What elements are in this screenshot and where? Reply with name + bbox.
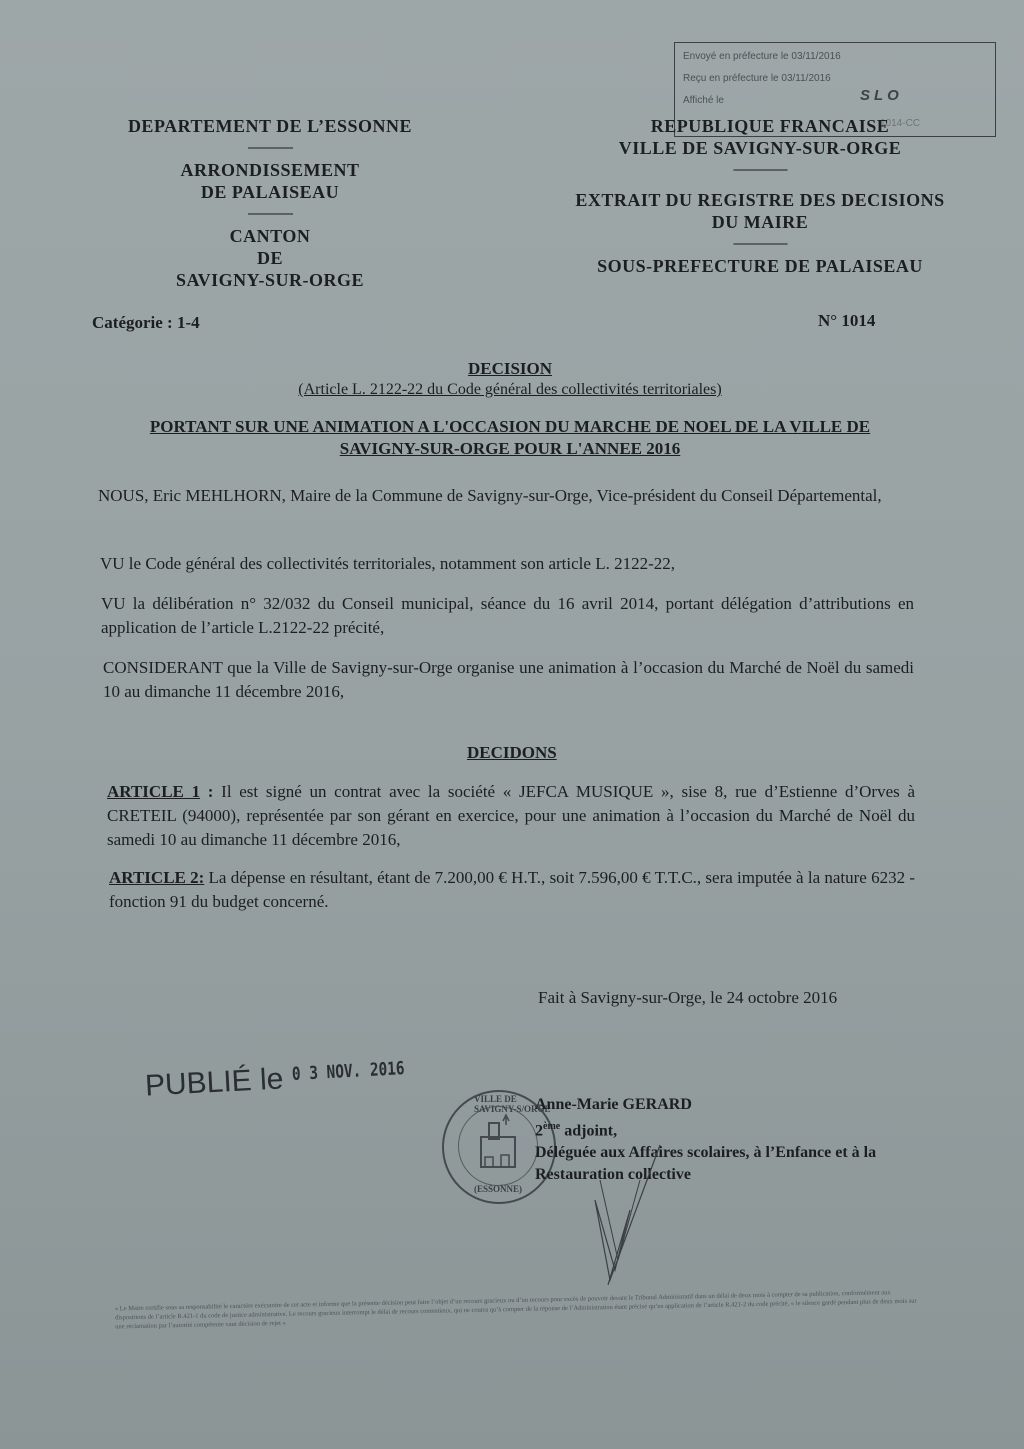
decision-number: N° 1014 [818,311,876,330]
seal-top-text: VILLE DE SAVIGNY-S/ORGE [474,1094,551,1114]
title-block [100,358,920,460]
legal-reference: (Article L. 2122-22 du Code général des collectivités territoriales) [298,381,722,398]
header-left [100,115,440,291]
castle-icon [459,1107,537,1185]
republic-title: REPUBLIQUE FRANCAISE [650,116,890,136]
slo-logo: SLO [860,87,903,104]
department-name: DEPARTEMENT DE L’ESSONNE [127,116,413,136]
article-1: ARTICLE 1 : Il est signé un contrat avec la société « JEFCA MUSIQUE », sise 8, rue d’Estienne d’Orves à CRETEIL (94000), représentée par son gérant en exercice, pour une animation à l’occasion du Marché de Noël du samedi 10 au dimanche 11 décembre 2016, [107,782,915,849]
preamble-nous: NOUS, Eric MEHLHORN, Maire de la Commune de Savigny-sur-Orge, Vice-président du Conseil Départemental, [98,486,882,505]
delegation-line2: Restauration collective [535,1166,691,1184]
place-and-date: Fait à Savigny-sur-Orge, le 24 octobre 2016 [538,988,838,1007]
article-1-label: ARTICLE 1 [107,782,201,801]
article-1-text: Il est signé un contrat avec la société « JEFCA MUSIQUE », sise 8, rue d’Estienne d’Orves à CRETEIL (94000), représentée par son gérant en exercice, pour une animation à l’occasion du Marché de Noël du samedi 10 au dimanche 11 décembre 2016, [107,782,915,849]
decision-heading: DECISION [467,359,553,378]
subprefecture-title: SOUS-PREFECTURE DE PALAISEAU [597,256,923,276]
article-2-text: La dépense en résultant, étant de 7.200,00 € H.T., soit 7.596,00 € T.T.C., sera imputée à la nature 6232 - fonction 91 du budget concerné. [109,868,916,911]
handwritten-signature-icon [570,1140,690,1290]
delegation-line1: Déléguée aux Affaires scolaires, à l’Enfance et à la [535,1144,877,1162]
subject-line2: SAVIGNY-SUR-ORGE POUR L'ANNEE 2016 [339,439,681,458]
stamp-received-date: Reçu en préfecture le 03/11/2016 [683,73,831,84]
separator: ------------------ [733,162,787,176]
preamble-vu-code: VU le Code général des collectivités territoriales, notamment son article L. 2122-22, [100,554,675,573]
city-title: VILLE DE SAVIGNY-SUR-ORGE [618,138,902,158]
separator: --------------- [247,206,293,220]
stamp-sent-date: Envoyé en préfecture le 03/11/2016 [683,51,841,62]
published-stamp-date: 0 3 NOV. 2016 [291,1058,406,1085]
seal-bottom-text: (ESSONNE) [474,1184,523,1194]
canton-line1: CANTON [229,226,311,246]
decidons-heading: DECIDONS [467,743,557,762]
register-line1: EXTRAIT DU REGISTRE DES DECISIONS [575,190,945,210]
separator: ------------------ [733,236,787,250]
canton-line2: DE [256,248,283,268]
signatory-name: Anne-Marie GERARD [535,1096,692,1113]
arrondissement-line2: DE PALAISEAU [200,182,340,202]
preamble-vu-deliberation: VU la délibération n° 32/032 du Conseil municipal, séance du 16 avril 2014, portant délégation d’attributions en application de l’article L.2122-22 précité, [101,594,914,637]
header-right [570,115,950,277]
canton-line3: SAVIGNY-SUR-ORGE [175,270,365,290]
stamp-act-id: 1014-CC [880,118,921,129]
category-label: Catégorie : 1-4 [92,313,200,332]
arrondissement-line1: ARRONDISSEMENT [180,160,360,180]
preamble-considerant: CONSIDERANT que la Ville de Savigny-sur-Orge organise une animation à l’occasion du Marché de Noël du samedi 10 au dimanche 11 décembre 2016, [103,658,914,701]
separator: --------------- [247,140,293,154]
article-2 [109,866,915,914]
stamp-posted: Affiché le [683,95,724,106]
subject-line1: PORTANT SUR UNE ANIMATION A L'OCCASION DU MARCHE DE NOEL DE LA VILLE DE [149,417,871,436]
register-line2: DU MAIRE [711,212,809,232]
article-2-label: ARTICLE 2: [109,868,205,887]
signatory-role: 2ème adjoint, [535,1121,618,1140]
legal-footnote: « Le Maire certifie sous sa responsabilité le caractère exécutoire de cet acte et informe que la présente décision peut faire l’objet d’un recours gracieux ou d’un recours pour excès de pouvoir devant le Tribunal Administratif dans un délai de deux mois à compter de sa publication, conformément aux dispositions de l’article R.421-1 du code de justice administrative. Le recours gracieux interrompt le délai de recours contentieux, qui ne courra qu’à compter de la réponse de l’Administration étant précisé qu’en application de l’article R.421-2 du code précité, « le silence gardé pendant plus de deux mois sur une réclamation par l’autorité compétente vaut décision de rejet » [114,1289,917,1331]
published-stamp-label: PUBLIÉ le [144,1062,285,1103]
